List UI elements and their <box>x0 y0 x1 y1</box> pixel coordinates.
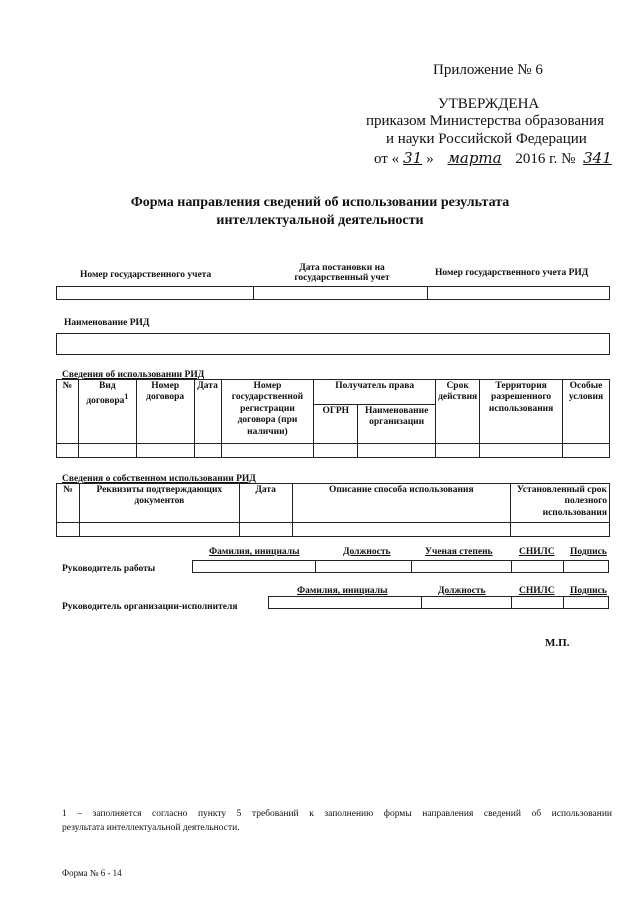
how-col-name: Фамилия, инициалы <box>209 547 300 557</box>
rid-reg-number-label: Номер государственного учета РИД <box>435 268 589 278</box>
table-row <box>57 444 610 458</box>
usage-col-type-text: Вид договора <box>86 381 125 407</box>
table-cell[interactable] <box>511 523 610 537</box>
hoo-col-position: Должность <box>438 586 486 596</box>
usage-col-reg-no: Номер государственной регистрации договора (при наличии) <box>221 380 314 444</box>
registration-divider-2 <box>427 286 428 300</box>
hoo-col-snils: СНИЛС <box>519 586 555 596</box>
footnote-line-2: результата интеллектуальной деятельности. <box>62 823 240 833</box>
usage-table <box>56 379 610 458</box>
table-cell[interactable] <box>221 444 314 458</box>
rid-name-label: Наименование РИД <box>64 318 150 328</box>
head-of-work-label: Руководитель работы <box>62 564 156 574</box>
usage-col-term: Срок действия <box>436 380 480 444</box>
date-prefix: от « <box>374 151 400 167</box>
hoo-position-input[interactable] <box>421 596 512 609</box>
reg-date-label: Дата постановки на государственный учет <box>294 263 390 283</box>
appendix-label: Приложение № 6 <box>433 62 543 78</box>
date-year: 2016 г. № <box>515 151 576 167</box>
date-month-handwritten: марта <box>447 149 502 167</box>
usage-col-recipient: Получатель права <box>314 380 436 405</box>
form-title-line-2: интеллектуальной деятельности <box>216 213 424 228</box>
form-title-line-1: Форма направления сведений об использовании результата <box>130 195 510 210</box>
order-date-line <box>374 149 616 168</box>
registration-input-row[interactable] <box>56 286 610 300</box>
usage-col-territory: Территория разрешенного использования <box>480 380 563 444</box>
table-cell[interactable] <box>239 523 292 537</box>
how-col-snils: СНИЛС <box>519 547 555 557</box>
hoo-col-name: Фамилия, инициалы <box>297 586 388 596</box>
usage-section-title: Сведения об использовании РИД <box>62 370 205 380</box>
usage-col-ogrn: ОГРН <box>314 405 358 444</box>
form-code: Форма № 6 - 14 <box>62 868 122 878</box>
table-cell[interactable] <box>194 444 221 458</box>
table-cell[interactable] <box>480 444 563 458</box>
usage-col-contract-no: Номер договора <box>136 380 194 444</box>
table-cell[interactable] <box>57 523 80 537</box>
table-row <box>57 523 610 537</box>
how-col-degree: Ученая степень <box>425 547 493 557</box>
table-cell[interactable] <box>358 444 436 458</box>
table-cell[interactable] <box>136 444 194 458</box>
order-line-1: приказом Министерства образования <box>366 113 604 129</box>
date-day-handwritten: 31 <box>403 149 423 167</box>
table-cell[interactable] <box>79 523 239 537</box>
usage-col-num: № <box>57 380 79 444</box>
own-use-table <box>56 483 610 537</box>
approved-label: УТВЕРЖДЕНА <box>438 96 540 112</box>
rid-name-input[interactable] <box>56 333 610 355</box>
how-degree-input[interactable] <box>411 560 512 573</box>
footnote-line-1: 1 – заполняется согласно пункту 5 требований к заполнению формы направления сведений об использовании <box>62 809 612 819</box>
usage-col-special: Особые условия <box>563 380 610 444</box>
stamp-label: М.П. <box>545 637 570 649</box>
footnote-ref: 1 <box>124 392 129 402</box>
own-col-date: Дата <box>239 484 292 523</box>
table-cell[interactable] <box>292 523 510 537</box>
own-col-num: № <box>57 484 80 523</box>
head-of-org-label: Руководитель организации-исполнителя <box>62 602 238 612</box>
how-sign-input[interactable] <box>563 560 609 573</box>
how-snils-input[interactable] <box>511 560 564 573</box>
table-cell[interactable] <box>314 444 358 458</box>
hoo-snils-input[interactable] <box>511 596 564 609</box>
how-col-position: Должность <box>343 547 391 557</box>
own-use-section-title: Сведения о собственном использовании РИД <box>62 474 256 484</box>
date-mid: » <box>426 151 434 167</box>
order-line-2: и науки Российской Федерации <box>386 131 587 147</box>
usage-col-org-name: Наименование организации <box>358 405 436 444</box>
how-name-input[interactable] <box>192 560 316 573</box>
table-cell[interactable] <box>78 444 136 458</box>
hoo-name-input[interactable] <box>268 596 422 609</box>
how-col-sign: Подпись <box>570 547 607 557</box>
reg-number-label: Номер государственного учета <box>80 270 212 280</box>
date-number-handwritten: 341 <box>583 149 612 167</box>
hoo-col-sign: Подпись <box>570 586 607 596</box>
usage-col-date: Дата <box>194 380 221 444</box>
how-position-input[interactable] <box>315 560 412 573</box>
own-col-life: Установленный срок полезного использования <box>511 484 610 523</box>
own-col-desc: Описание способа использования <box>292 484 510 523</box>
usage-col-type <box>78 380 136 444</box>
hoo-sign-input[interactable] <box>563 596 609 609</box>
table-cell[interactable] <box>436 444 480 458</box>
table-cell[interactable] <box>57 444 79 458</box>
registration-divider-1 <box>253 286 254 300</box>
own-col-docs: Реквизиты подтверждающих документов <box>79 484 239 523</box>
table-cell[interactable] <box>563 444 610 458</box>
